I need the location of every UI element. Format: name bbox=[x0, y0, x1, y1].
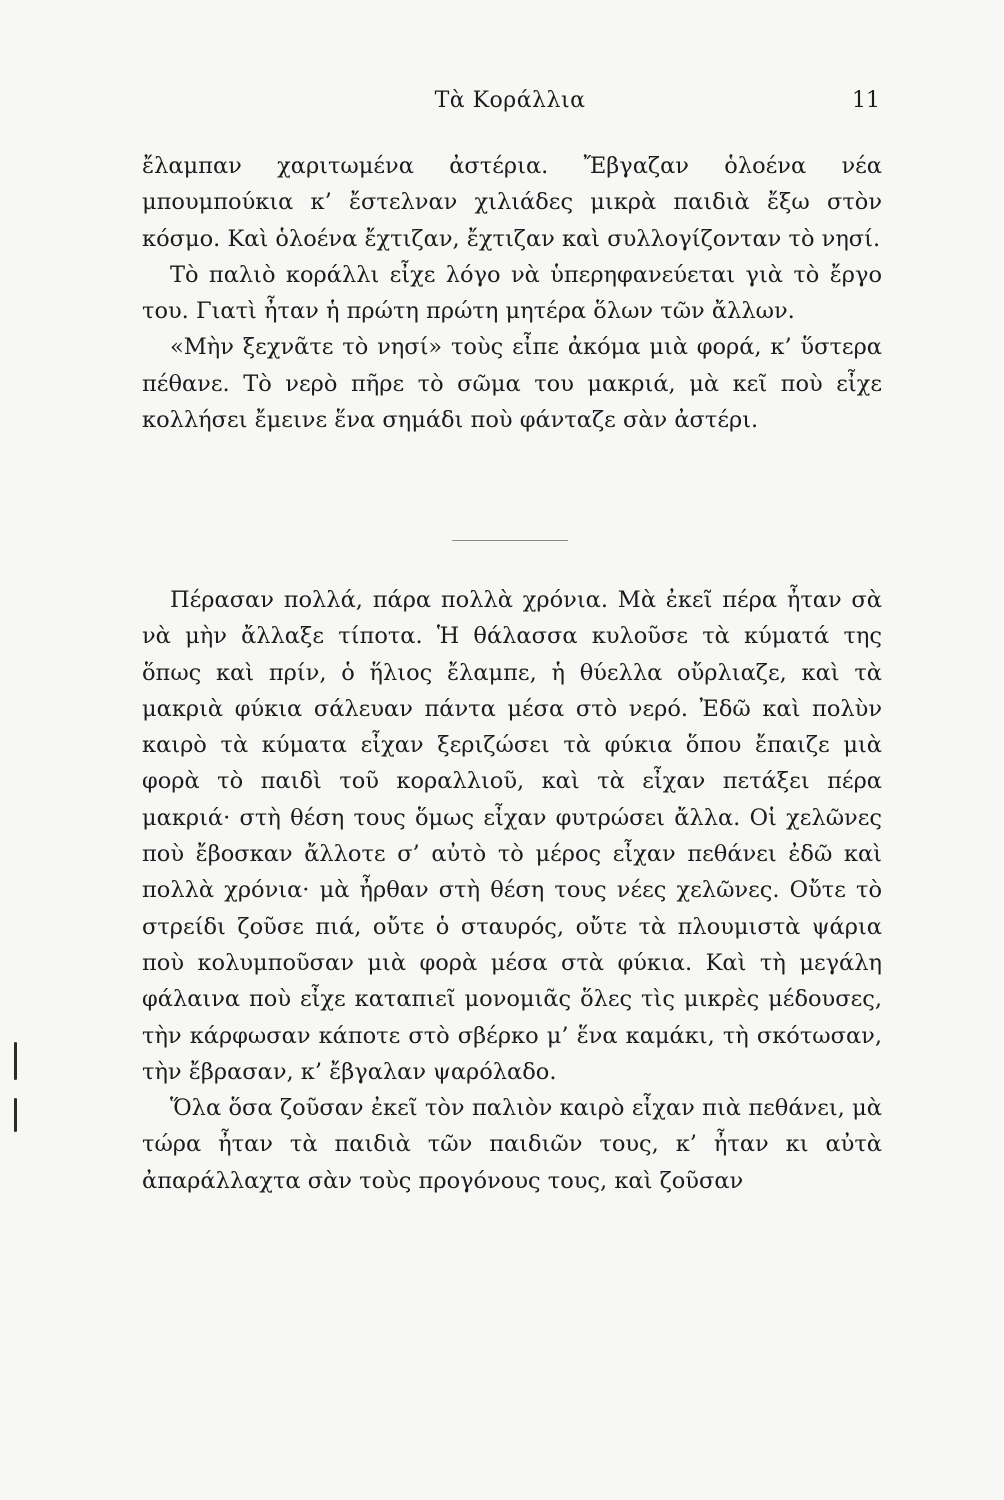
binding-edge-mark bbox=[14, 1098, 17, 1132]
top-text-section bbox=[142, 148, 882, 438]
page-number: 11 bbox=[852, 88, 880, 113]
running-header bbox=[140, 88, 880, 124]
binding-edge-mark bbox=[14, 1042, 17, 1080]
paragraph: «Μὴν ξεχνᾶτε τὸ νησί» τοὺς εἶπε ἀκόμα μιὰ φορά, κ’ ὕστερα πέθανε. Τὸ νερὸ πῆρε τὸ σῶμα του μακριά, μὰ κεῖ ποὺ εἶχε κολλήσει ἔμεινε ἕνα σημάδι ποὺ φάνταζε σὰν ἀστέρι. bbox=[142, 334, 882, 434]
paragraph: ἔλαμπαν χαριτωμένα ἀστέρια. Ἔβγαζαν ὁλοένα νέα μπουμπούκια κ’ ἔστελναν χιλιάδες μικρὰ παιδιὰ ἔξω στὸν κόσμο. Καὶ ὁλοένα ἔχτιζαν, ἔχτιζαν καὶ συλλογίζονταν τὸ νησί. bbox=[142, 153, 882, 252]
section-divider bbox=[452, 540, 568, 541]
running-title: Τὰ Κοράλλια bbox=[434, 88, 586, 113]
bottom-text-section bbox=[142, 582, 882, 1199]
paragraph: Τὸ παλιὸ κοράλλι εἶχε λόγο νὰ ὑπερηφανεύεται γιὰ τὸ ἔργο του. Γιατὶ ἦταν ἡ πρώτη πρώτη μητέρα ὅλων τῶν ἄλλων. bbox=[142, 261, 882, 325]
paragraph: Πέρασαν πολλά, πάρα πολλὰ χρόνια. Μὰ ἐκεῖ πέρα ἦταν σὰ νὰ μὴν ἄλλαξε τίποτα. Ἡ θάλασσα κυλοῦσε τὰ κύματά της ὅπως καὶ πρίν, ὁ ἥλιος ἔλαμπε, ἡ θύελλα οὔρλιαζε, καὶ τὰ μακριὰ φύκια σάλευαν πάντα μέσα στὸ νερό. Ἐδῶ καὶ πολὺν καιρὸ τὰ κύματα εἶχαν ξεριζώσει τὰ φύκια ὅπου ἔπαιζε μιὰ φορὰ τὸ παιδὶ τοῦ κοραλλιοῦ, καὶ τὰ εἶχαν πετάξει πέρα μακριά· στὴ θέση τους ὅμως εἶχαν φυτρώσει ἄλλα. Οἱ χελῶνες ποὺ ἔβοσκαν ἄλλοτε σ’ αὐτὸ τὸ μέρος εἶχαν πεθάνει ἐδῶ καὶ πολλὰ χρόνια· μὰ ἦρθαν στὴ θέση τους νέες χελῶνες. Οὔτε τὸ στρείδι ζοῦσε πιά, οὔτε ὁ σταυρός, οὔτε τὰ πλουμιστὰ ψάρια ποὺ κολυμποῦσαν μιὰ φορὰ μέσα στὰ φύκια. Καὶ τὴ μεγάλη φάλαινα ποὺ εἶχε καταπιεῖ μονομιᾶς ὅλες τὶς μικρὲς μέδουσες, τὴν κάρφωσαν κάποτε στὸ σβέρκο μ’ ἕνα καμάκι, τὴ σκότωσαν, τὴν ἔβρασαν, κ’ ἔβγαλαν ψαρόλαδο. bbox=[142, 587, 882, 1085]
paragraph: Ὅλα ὅσα ζοῦσαν ἐκεῖ τὸν παλιὸν καιρὸ εἶχαν πιὰ πεθάνει, μὰ τώρα ἦταν τὰ παιδιὰ τῶν παιδιῶν τους, κ’ ἦταν κι αὐτὰ ἀπαράλλαχτα σὰν τοὺς προγόνους τους, καὶ ζοῦσαν bbox=[142, 1095, 882, 1194]
